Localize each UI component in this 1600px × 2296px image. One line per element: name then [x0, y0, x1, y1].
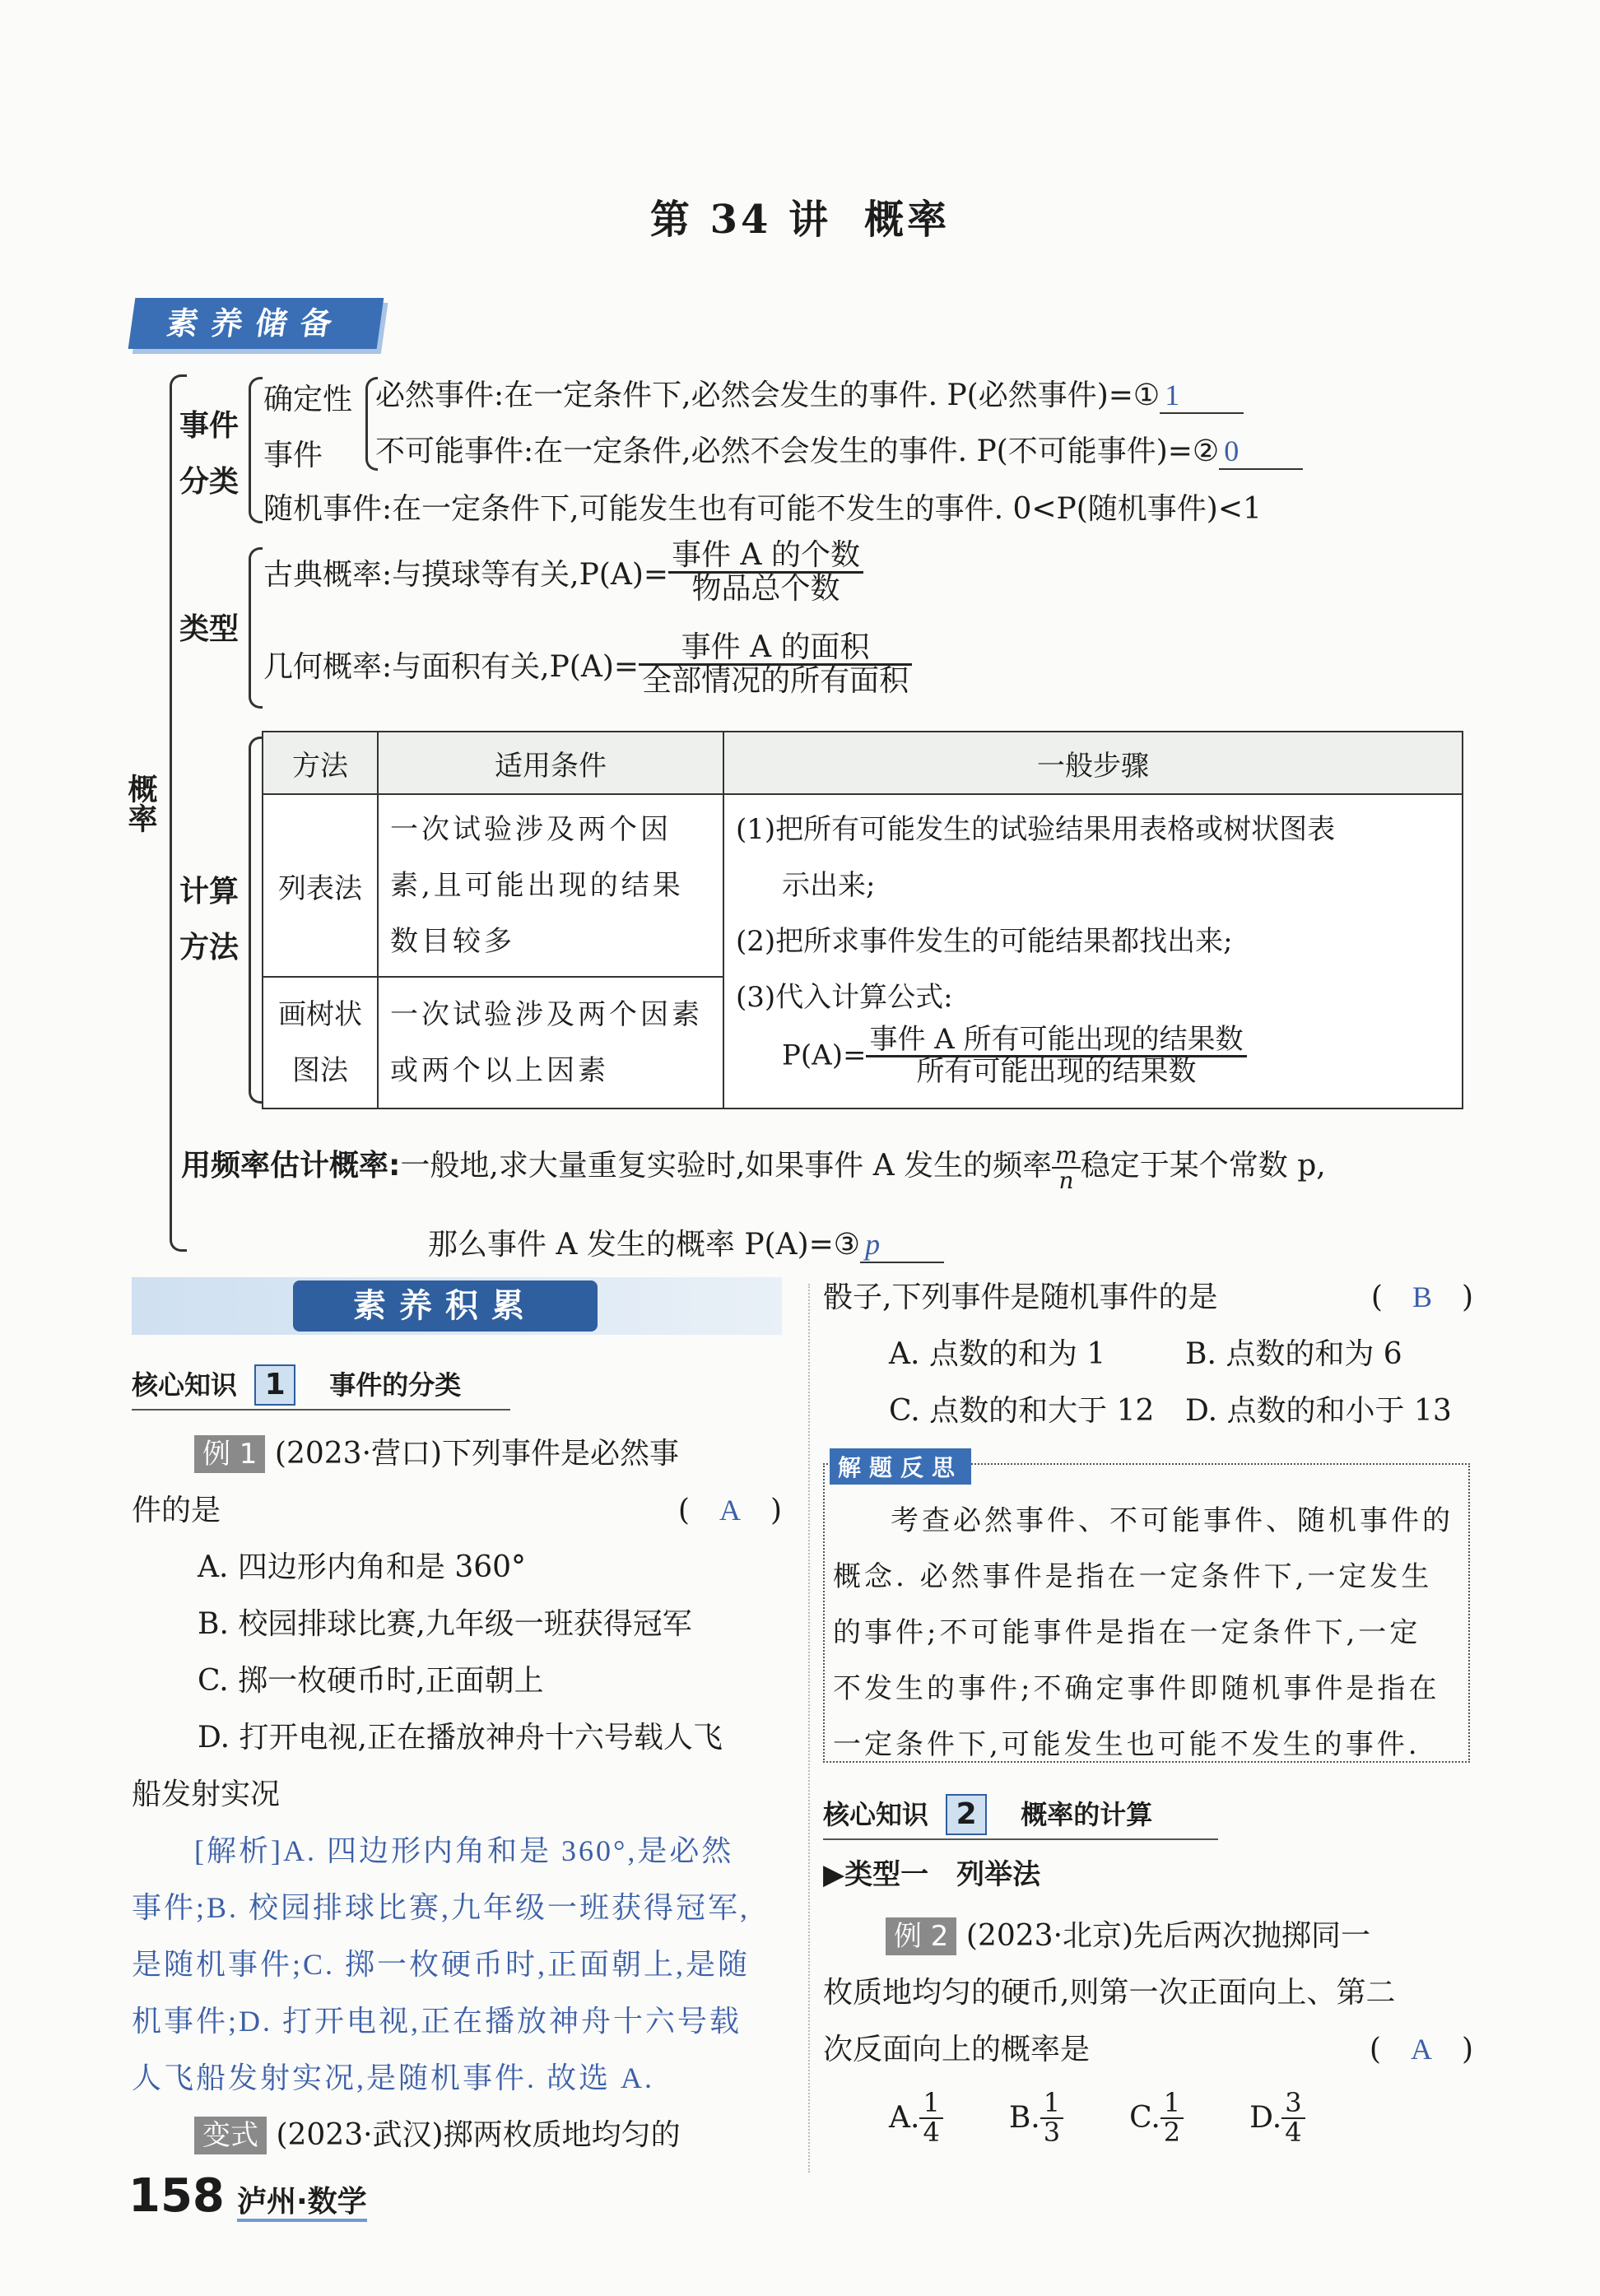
page-title [0, 188, 1600, 244]
steps-cell [723, 794, 1463, 1108]
ex2-option-d [1249, 2089, 1305, 2146]
cond-list: 一次试验涉及两个因素,且可能出现的结果数目较多 [378, 794, 723, 977]
formula-left: P(A)= [782, 1039, 867, 1072]
random-event-line: 随机事件:在一定条件下,可能发生也有可能不发生的事件. 0<P(随机事件)<1 [263, 492, 1262, 526]
certain-event-text: 必然事件:在一定条件下,必然会发生的事件. P(必然事件)=① [375, 379, 1160, 412]
freq-text-1: 一般地,求大量重复实验时,如果事件 A 发生的频率 [400, 1149, 1053, 1183]
option-fraction [1160, 2089, 1184, 2146]
ex2-options [823, 2089, 1473, 2146]
left-column [132, 1425, 782, 2164]
book-name: 泸州·数学 [237, 2185, 367, 2222]
ex2-option-b [1009, 2089, 1063, 2146]
denominator: 4 [923, 2116, 940, 2148]
lecture-number: 第 34 讲 [649, 197, 832, 243]
methods-table [262, 731, 1463, 1109]
option-fraction [1040, 2089, 1063, 2146]
numerator: 1 [1040, 2089, 1063, 2119]
impossible-event-text: 不可能事件:在一定条件,必然不会发生的事件. P(不可能事件)=② [375, 435, 1220, 468]
reflection-box [823, 1454, 1470, 1763]
step-1: (1)把所有可能发生的试验结果用表格或树状图表 [736, 813, 1336, 846]
certain-event-line [375, 372, 1244, 414]
certain-label: 确定性事件 [263, 383, 353, 472]
analysis-line-4: 机事件;D. 打开电视,正在播放神舟十六号载 [132, 2005, 742, 2038]
section-banner-accumulate-bar [132, 1277, 782, 1335]
cond-tree: 一次试验涉及两个因素或两个以上因素 [378, 977, 723, 1108]
impossible-event-line [375, 428, 1303, 470]
ex1-answer-bracket: ( A ) [677, 1494, 782, 1527]
header-method: 方法 [263, 732, 378, 794]
option-fraction [919, 2089, 942, 2146]
variant-option-a: A. 点数的和为 1 [889, 1337, 1106, 1371]
answer-1: 1 [1160, 378, 1244, 414]
geo-fraction [639, 632, 912, 697]
core-knowledge-2 [823, 1794, 1218, 1840]
header-condition: 适用条件 [378, 732, 723, 794]
answer-3: p [860, 1227, 944, 1263]
section-banner-accumulate: 素养积累 [293, 1280, 598, 1332]
option-letter: D. [1249, 2100, 1282, 2135]
formula [736, 1025, 1450, 1086]
geo-denominator: 全部情况的所有面积 [642, 663, 909, 698]
freq-numerator: m [1052, 1143, 1081, 1169]
denominator: 4 [1285, 2116, 1302, 2148]
calc-label: 计算方法 [179, 875, 240, 964]
reflection-text [825, 1465, 1468, 1773]
k1-label: 核心知识 [132, 1369, 238, 1401]
classic-denominator: 物品总个数 [691, 571, 840, 606]
variant-tag: 变式 [194, 2117, 267, 2154]
core-knowledge-1 [132, 1364, 510, 1411]
freq-text-2: 那么事件 A 发生的概率 P(A)=③ [428, 1228, 861, 1262]
geo-text: 几何概率:与面积有关,P(A)= [263, 649, 640, 684]
formula-fraction [866, 1025, 1246, 1086]
classic-probability [263, 540, 863, 605]
analysis [132, 1823, 782, 2107]
ex2-answer: A [1410, 2033, 1432, 2066]
variant-options-1 [823, 1326, 1473, 1383]
numerator: 1 [1160, 2089, 1184, 2119]
ex2-q1: (2023·北京)先后两次抛掷同一 [965, 1919, 1371, 1953]
column-divider [808, 1284, 810, 2173]
numerator: 1 [919, 2089, 942, 2119]
freq-line-2 [428, 1221, 944, 1263]
ex1-option-d2: 船发射实况 [132, 1778, 281, 1811]
step-1b: 示出来; [782, 869, 876, 902]
calc-brace [249, 737, 263, 1104]
ex1-answer: A [719, 1494, 741, 1527]
step-3: (3)代入计算公式: [736, 981, 953, 1014]
denominator: 3 [1043, 2116, 1061, 2148]
ex2-q3: 次反面向上的概率是 [823, 2033, 1091, 2066]
ex2-line-2: 枚质地均匀的硬币,则第一次正面向上、第二 [823, 1976, 1396, 2010]
formula-denominator: 所有可能出现的结果数 [916, 1054, 1197, 1088]
denominator: 2 [1163, 2116, 1181, 2148]
k2-title: 概率的计算 [1021, 1799, 1153, 1830]
example-1-tag: 例 1 [194, 1435, 265, 1473]
types-brace [249, 547, 263, 709]
analysis-line-1 [132, 1823, 782, 1880]
ex1-option-d1: D. 打开电视,正在播放神舟十六号载人飞 [198, 1721, 723, 1755]
freq-label: 用频率估计概率: [181, 1149, 401, 1183]
reflection-line-5: 一定条件下,可能发生也可能不发生的事件. [833, 1728, 1421, 1761]
freq-text-1b: 稳定于某个常数 p, [1080, 1149, 1326, 1183]
lecture-topic: 概率 [864, 197, 951, 243]
ex1-option-c: C. 掷一枚硬币时,正面朝上 [198, 1664, 544, 1698]
geo-numerator: 事件 A 的面积 [639, 632, 912, 666]
example-2-tag: 例 2 [886, 1917, 956, 1955]
reflection-line-3: 的事件;不可能事件是指在一定条件下,一定 [833, 1616, 1421, 1649]
analysis-text-1: A. 四边形内角和是 360°,是必然 [282, 1834, 734, 1867]
events-brace [249, 377, 263, 523]
variant-line [132, 2107, 782, 2164]
analysis-line-3: 是随机事件;C. 掷一枚硬币时,正面朝上,是随 [132, 1948, 751, 1981]
analysis-tag: [解析] [194, 1834, 283, 1867]
table-header-row [263, 732, 1463, 794]
geometric-probability [263, 632, 912, 697]
reflection-line-2: 概念. 必然事件是指在一定条件下,一定发生 [833, 1560, 1433, 1593]
step-2: (2)把所求事件发生的可能结果都找出来; [736, 925, 1233, 958]
k2-label: 核心知识 [823, 1799, 929, 1830]
variant-option-d: D. 点数的和小于 13 [1185, 1394, 1452, 1428]
ex1-option-a: A. 四边形内角和是 360° [198, 1550, 527, 1584]
classic-fraction [668, 540, 863, 605]
ex1-option-b: B. 校园排球比赛,九年级一班获得冠军 [198, 1607, 692, 1641]
k1-number: 1 [254, 1364, 295, 1406]
option-letter: C. [1129, 2100, 1160, 2135]
formula-numerator: 事件 A 所有可能出现的结果数 [866, 1025, 1246, 1057]
types-label: 类型 [179, 612, 240, 646]
ex2-option-a [889, 2089, 943, 2146]
variant-option-b: B. 点数的和为 6 [1185, 1337, 1402, 1371]
variant-answer-bracket: ( B ) [1370, 1280, 1473, 1314]
ex2-line-1 [823, 1908, 1473, 1964]
reflection-line-1: 考查必然事件、不可能事件、随机事件的 [891, 1504, 1453, 1537]
analysis-line-5: 人飞船发射实况,是随机事件. 故选 A. [132, 2061, 654, 2094]
option-fraction [1281, 2089, 1305, 2146]
reflection-line-4: 不发生的事件;不确定事件即随机事件是指在 [833, 1672, 1440, 1705]
freq-denominator: n [1058, 1167, 1074, 1194]
section-banner-reserve: 素养储备 [128, 298, 384, 349]
k1-title: 事件的分类 [329, 1369, 462, 1401]
ex1-q1: (2023·营口)下列事件是必然事 [274, 1437, 680, 1471]
type-1-heading: ▶类型一 列举法 [823, 1858, 1041, 1891]
option-letter: B. [1008, 2100, 1040, 2135]
variant-q-text: 骰子,下列事件是随机事件的是 [823, 1280, 1218, 1314]
right-column-bottom [823, 1908, 1473, 2146]
ex2-option-c [1129, 2089, 1184, 2146]
classic-text: 古典概率:与摸球等有关,P(A)= [263, 557, 669, 592]
variant-option-c: C. 点数的和大于 12 [889, 1394, 1155, 1428]
root-label: 概率 [123, 774, 157, 833]
right-column-top [823, 1269, 1473, 1439]
method-list: 列表法 [263, 794, 378, 977]
ex1-q2: 件的是 [132, 1494, 221, 1527]
events-label: 事件分类 [179, 409, 240, 499]
table-row [263, 794, 1463, 977]
freq-fraction [1052, 1143, 1081, 1193]
k2-number: 2 [946, 1794, 987, 1835]
variant-question: (2023·武汉)掷两枚质地均匀的 [276, 2118, 681, 2152]
method-tree: 画树状图法 [263, 977, 378, 1108]
classic-numerator: 事件 A 的个数 [668, 540, 863, 574]
footer [128, 2169, 367, 2223]
numerator: 3 [1281, 2089, 1305, 2119]
freq-line-1 [181, 1142, 1326, 1192]
ex2-line-3 [823, 2021, 1473, 2078]
ex1-line-2 [132, 1482, 782, 1539]
page-number: 158 [128, 2169, 225, 2223]
variant-answer: B [1412, 1280, 1432, 1313]
option-letter: A. [889, 2100, 920, 2135]
variant-options-2 [823, 1383, 1473, 1439]
variant-q-line [823, 1269, 1473, 1326]
header-steps: 一般步骤 [723, 732, 1463, 794]
reflection-tag: 解题反思 [830, 1448, 971, 1485]
analysis-line-2: 事件;B. 校园排球比赛,九年级一班获得冠军, [132, 1891, 751, 1924]
ex2-answer-bracket: ( A ) [1369, 2033, 1473, 2066]
ex1-line-1 [132, 1425, 782, 1482]
answer-2: 0 [1219, 434, 1303, 470]
